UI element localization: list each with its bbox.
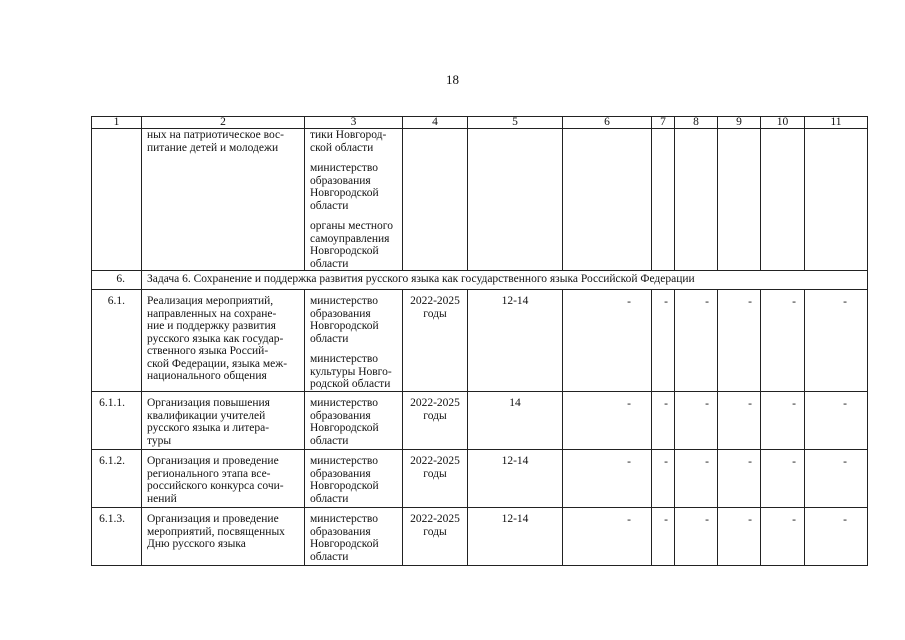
- row-number: 6.1.2.: [92, 450, 142, 508]
- value-cell: -: [675, 290, 718, 392]
- term-cell: 2022-2025 годы: [403, 290, 468, 392]
- indicator-cell: 12-14: [468, 290, 563, 392]
- header-cell: 1: [92, 117, 142, 129]
- column-number-header-row: [92, 117, 868, 129]
- value-cell: -: [652, 392, 675, 450]
- value-cell: -: [563, 508, 652, 566]
- value-cell: -: [652, 508, 675, 566]
- value-cell: -: [563, 290, 652, 392]
- table-row: [92, 392, 868, 450]
- header-cell: 7: [652, 117, 675, 129]
- header-cell: 5: [468, 117, 563, 129]
- executor-text: министерство образования Новгородской области: [310, 455, 379, 505]
- activity-cell: Организация и проведение регионального этапа все- российского конкурса сочи- нений: [142, 450, 305, 508]
- row-number: 6.1.3.: [92, 508, 142, 566]
- value-cell: -: [718, 450, 761, 508]
- value-cell: -: [761, 392, 805, 450]
- executor-text: министерство образования Новгородской области: [310, 295, 379, 345]
- header-cell: 8: [675, 117, 718, 129]
- indicator-cell: 14: [468, 392, 563, 450]
- value-cell: -: [761, 508, 805, 566]
- task-number: 6.: [92, 271, 142, 290]
- value-cell: -: [805, 450, 868, 508]
- value-cell: -: [718, 290, 761, 392]
- term-cell: 2022-2025 годы: [403, 450, 468, 508]
- value-cell: -: [652, 450, 675, 508]
- task-title: Задача 6. Сохранение и поддержка развития русского языка как государственного языка Российской Федерации: [142, 271, 868, 290]
- header-cell: 10: [761, 117, 805, 129]
- term-cell: 2022-2025 годы: [403, 392, 468, 450]
- header-cell: 6: [563, 117, 652, 129]
- value-cell: -: [563, 450, 652, 508]
- continuation-activity: ных на патриотическое вос- питание детей и молодежи: [142, 129, 305, 271]
- table-row: [92, 290, 868, 392]
- activity-cell: Реализация мероприятий, направленных на сохране- ние и поддержку развития русского языка как государ- ственного языка Россий- ской Федерации, языка меж- национального общения: [142, 290, 305, 392]
- value-cell: -: [761, 290, 805, 392]
- value-cell: -: [675, 392, 718, 450]
- indicator-cell: 12-14: [468, 508, 563, 566]
- task-row: [92, 271, 868, 290]
- activity-cell: Организация и проведение мероприятий, посвященных Дню русского языка: [142, 508, 305, 566]
- header-cell: 9: [718, 117, 761, 129]
- row-number: 6.1.1.: [92, 392, 142, 450]
- value-cell: -: [805, 508, 868, 566]
- continuation-executor: тики Новгород- ской области: [310, 129, 387, 154]
- term-cell: 2022-2025 годы: [403, 508, 468, 566]
- header-cell: 2: [142, 117, 305, 129]
- value-cell: -: [675, 508, 718, 566]
- continuation-executor: органы местного самоуправления Новгородской области: [310, 220, 393, 270]
- value-cell: -: [761, 450, 805, 508]
- executor-text: министерство образования Новгородской области: [310, 397, 379, 447]
- header-cell: 3: [305, 117, 403, 129]
- program-table: [91, 116, 868, 566]
- continuation-row: [92, 129, 868, 271]
- header-cell: 11: [805, 117, 868, 129]
- table-row: [92, 450, 868, 508]
- table-row: [92, 508, 868, 566]
- value-cell: -: [718, 392, 761, 450]
- executor-text: министерство образования Новгородской области: [310, 513, 379, 563]
- value-cell: -: [805, 392, 868, 450]
- header-cell: 4: [403, 117, 468, 129]
- page-number: 18: [446, 72, 459, 87]
- value-cell: -: [675, 450, 718, 508]
- continuation-executor: министерство образования Новгородской области: [310, 162, 379, 212]
- executor-text: министерство культуры Новго- родской области: [310, 353, 392, 390]
- row-number: 6.1.: [92, 290, 142, 392]
- value-cell: -: [652, 290, 675, 392]
- activity-cell: Организация повышения квалификации учителей русского языка и литера- туры: [142, 392, 305, 450]
- value-cell: -: [805, 290, 868, 392]
- value-cell: -: [563, 392, 652, 450]
- indicator-cell: 12-14: [468, 450, 563, 508]
- value-cell: -: [718, 508, 761, 566]
